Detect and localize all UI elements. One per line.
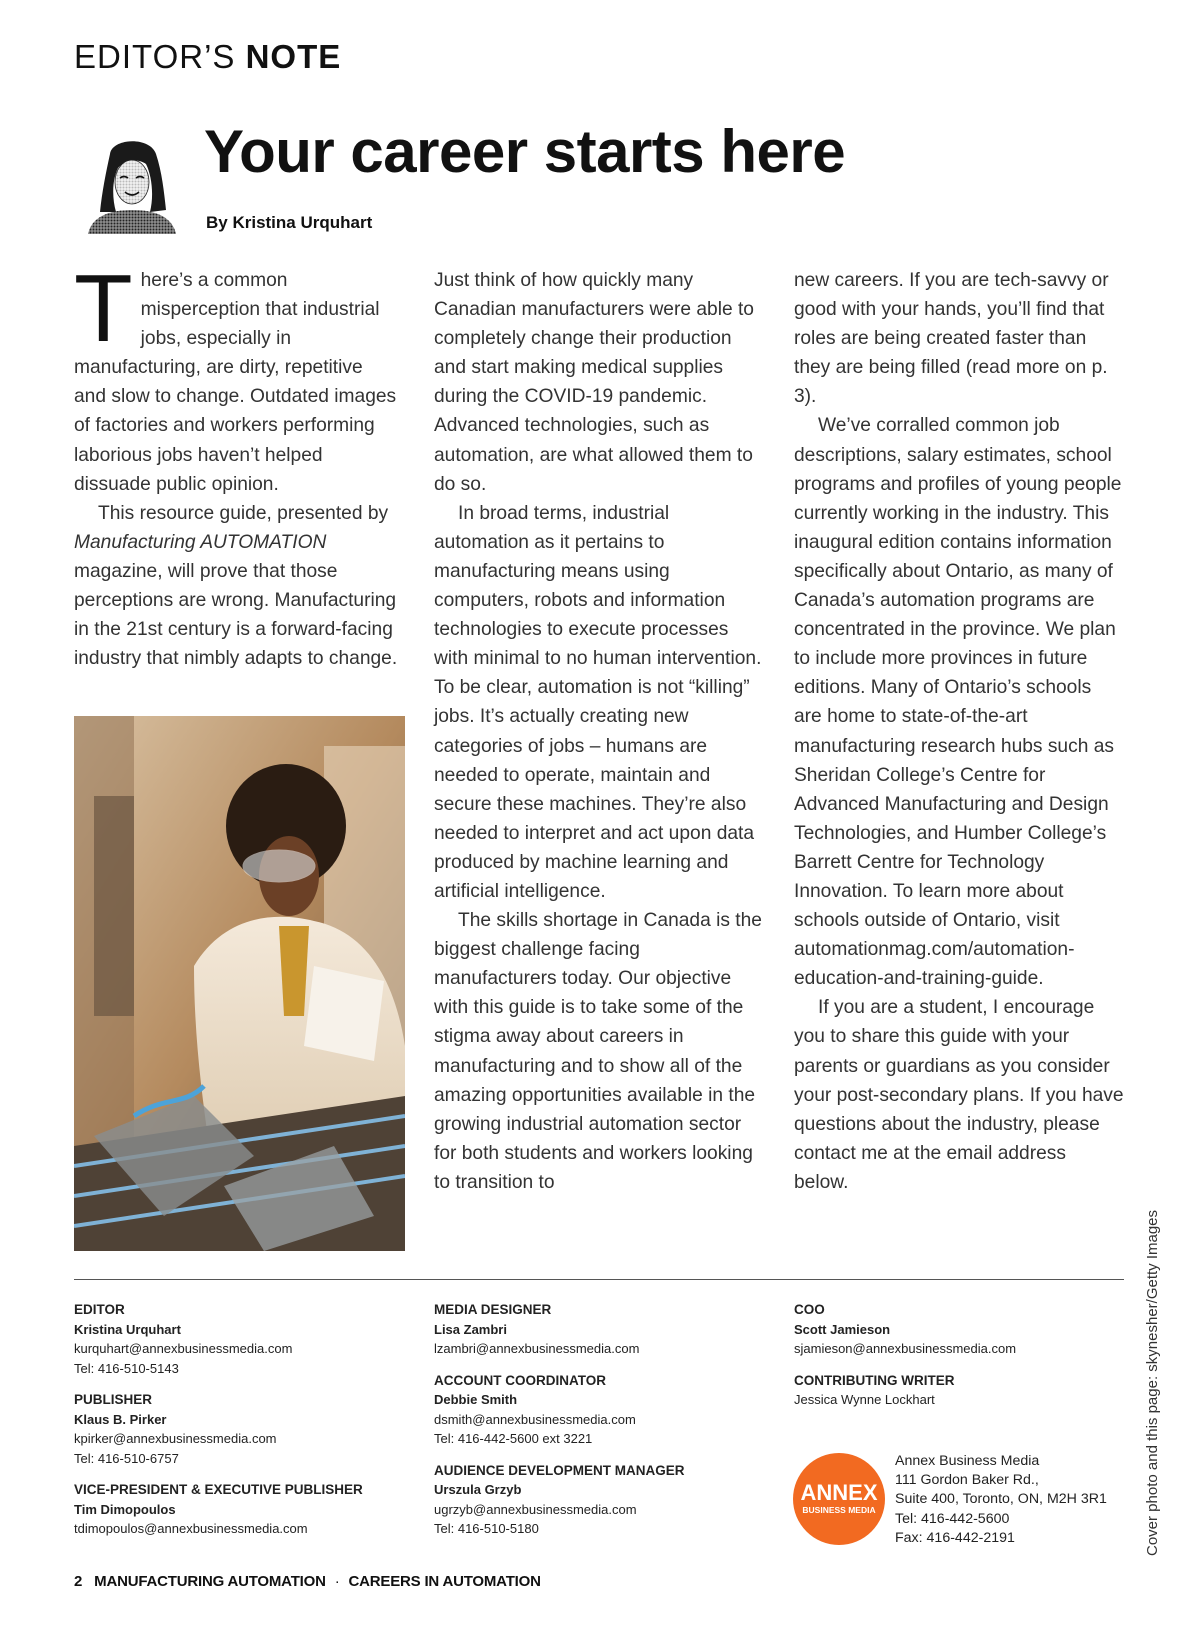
- masthead-name: Klaus B. Pirker: [74, 1411, 167, 1427]
- article-column-2: [434, 266, 764, 1197]
- drop-cap: T: [74, 255, 133, 362]
- masthead-entry: [434, 1371, 764, 1449]
- address-line: Suite 400, Toronto, ON, M2H 3R1: [895, 1491, 1107, 1508]
- masthead-name: Lisa Zambri: [434, 1321, 507, 1337]
- paragraph: Just think of how quickly many Canadian manufacturers were able to completely change their production and start making medical supplies during the COVID-19 pandemic. Advanced technologies, such as automation, are what allowed them to do so.: [434, 270, 754, 495]
- paragraph: In broad terms, industrial automation as it pertains to manufacturing means using computers, robots and information technologies to execute processes with minimal to no human intervention. To be clear, automation is not “killing” jobs. It’s actually creating new categories of jobs – humans are needed to operate, maintain and secure these machines. They’re also needed to interpret and act upon data produced by machine learning and artificial intelligence.: [434, 502, 762, 902]
- masthead-name: Debbie Smith: [434, 1392, 518, 1407]
- page-footer: [74, 1573, 541, 1590]
- masthead-entry: [794, 1300, 1124, 1359]
- masthead-role: EDITOR: [74, 1302, 125, 1317]
- masthead-email: dsmith@annexbusinessmedia.com: [434, 1411, 636, 1427]
- masthead-email: lzambri@annexbusinessmedia.com: [434, 1341, 640, 1356]
- masthead-email: ugrzyb@annexbusinessmedia.com: [434, 1501, 637, 1517]
- masthead-role: MEDIA DESIGNER: [434, 1302, 552, 1317]
- masthead-tel: Tel: 416-510-5180: [434, 1521, 539, 1536]
- paragraph: new careers. If you are tech-savvy or good with your hands, you’ll find that roles are being created faster than they are being filled (read more on p. 3).: [794, 270, 1109, 408]
- masthead-entry: [434, 1461, 764, 1539]
- masthead-entry: [74, 1300, 404, 1378]
- article-column-3: [794, 266, 1124, 1197]
- magazine-title: Manufacturing AUTOMATION: [74, 531, 327, 553]
- masthead-name: Kristina Urquhart: [74, 1321, 181, 1337]
- masthead-role: PUBLISHER: [74, 1392, 153, 1407]
- masthead-name: Urszula Grzyb: [434, 1482, 522, 1497]
- paragraph: [74, 499, 399, 674]
- masthead-role: COO: [794, 1302, 825, 1317]
- masthead-entry: [74, 1480, 404, 1539]
- masthead-email: sjamieson@annexbusinessmedia.com: [794, 1341, 1017, 1356]
- masthead-entry: [434, 1300, 764, 1359]
- masthead-role: CONTRIBUTING WRITER: [794, 1372, 955, 1388]
- masthead-column-1: [74, 1300, 404, 1551]
- article-column-1: [74, 255, 399, 673]
- page-number: 2: [74, 1573, 83, 1590]
- footer-section: CAREERS IN AUTOMATION: [348, 1573, 541, 1590]
- masthead-entry: [74, 1390, 404, 1468]
- author-portrait: [80, 132, 182, 234]
- article-title: Your career starts here: [204, 118, 846, 185]
- masthead-role: AUDIENCE DEVELOPMENT MANAGER: [434, 1462, 685, 1478]
- annex-logo: [792, 1452, 886, 1546]
- masthead-entry: [794, 1371, 1124, 1410]
- kicker-bold: NOTE: [245, 38, 342, 75]
- masthead-role: ACCOUNT COORDINATOR: [434, 1372, 606, 1388]
- text: This resource guide, presented by: [98, 502, 389, 524]
- photo-credit: Cover photo and this page: skynesher/Getty Images: [1144, 1209, 1161, 1556]
- publisher-address: [895, 1452, 1107, 1548]
- kicker-light: EDITOR’S: [74, 38, 246, 75]
- masthead-role: VICE-PRESIDENT & EXECUTIVE PUBLISHER: [74, 1482, 363, 1497]
- footer-magazine: MANUFACTURING AUTOMATION: [94, 1573, 326, 1590]
- logo-text-main: ANNEX: [800, 1480, 878, 1505]
- publisher-fax: Fax: 416-442-2191: [895, 1529, 1015, 1546]
- feature-photo: [74, 716, 405, 1251]
- section-kicker: [74, 38, 341, 76]
- footer-separator: ·: [334, 1573, 340, 1590]
- masthead-column-2: [434, 1300, 764, 1551]
- masthead-column-3: [794, 1300, 1124, 1422]
- publisher-name: Annex Business Media: [895, 1453, 1040, 1469]
- paragraph: We’ve corralled common job descriptions, salary estimates, school programs and profiles of young people currently working in the industry. This inaugural edition contains information specifically about Ontario, as many of Canada’s automation programs are concentrated in the province. We plan to include more provinces in future editions. Many of Ontario’s schools are home to state-of-the-art manufacturing research hubs such as Sheridan College’s Centre for Advanced Manufacturing and Design Technologies, and Humber College’s Barrett Centre for Technology Innovation. To learn more about schools outside of Ontario, visit automationmag.com/automation-education-and-training-guide.: [794, 415, 1122, 990]
- masthead-email: kpirker@annexbusinessmedia.com: [74, 1431, 277, 1446]
- address-line: 111 Gordon Baker Rd.,: [895, 1472, 1039, 1489]
- text: magazine, will prove that those perceptions are wrong. Manufacturing in the 21st century is a forward-facing industry that nimbly adapts to change.: [74, 560, 398, 670]
- masthead-email: kurquhart@annexbusinessmedia.com: [74, 1341, 293, 1356]
- publisher-tel: Tel: 416-442-5600: [895, 1510, 1010, 1527]
- masthead-name: Tim Dimopoulos: [74, 1501, 176, 1517]
- masthead-contributor: Jessica Wynne Lockhart: [794, 1392, 935, 1407]
- masthead-tel: Tel: 416-442-5600 ext 3221: [434, 1431, 593, 1446]
- masthead-tel: Tel: 416-510-5143: [74, 1360, 179, 1376]
- masthead-tel: Tel: 416-510-6757: [74, 1450, 179, 1466]
- masthead-divider: [74, 1279, 1124, 1280]
- paragraph: here’s a common misperception that industrial jobs, especially in manufacturing, are dirty, repetitive and slow to change. Outdated images of factories and workers performing laborious jobs haven’t helped dissuade public opinion.: [74, 270, 397, 495]
- article-byline: By Kristina Urquhart: [206, 213, 373, 232]
- masthead-email: tdimopoulos@annexbusinessmedia.com: [74, 1521, 308, 1536]
- paragraph: The skills shortage in Canada is the biggest challenge facing manufacturers today. Our objective with this guide is to take some of the stigma away about careers in manufacturing and to show all of the amazing opportunities available in the growing industrial automation sector for both students and workers looking to transition to: [434, 910, 762, 1193]
- masthead-name: Scott Jamieson: [794, 1321, 891, 1337]
- paragraph: If you are a student, I encourage you to share this guide with your parents or guardians as you consider your post-secondary plans. If you have questions about the industry, please contact me at the email address below.: [794, 997, 1124, 1193]
- logo-text-sub: BUSINESS MEDIA: [802, 1505, 876, 1515]
